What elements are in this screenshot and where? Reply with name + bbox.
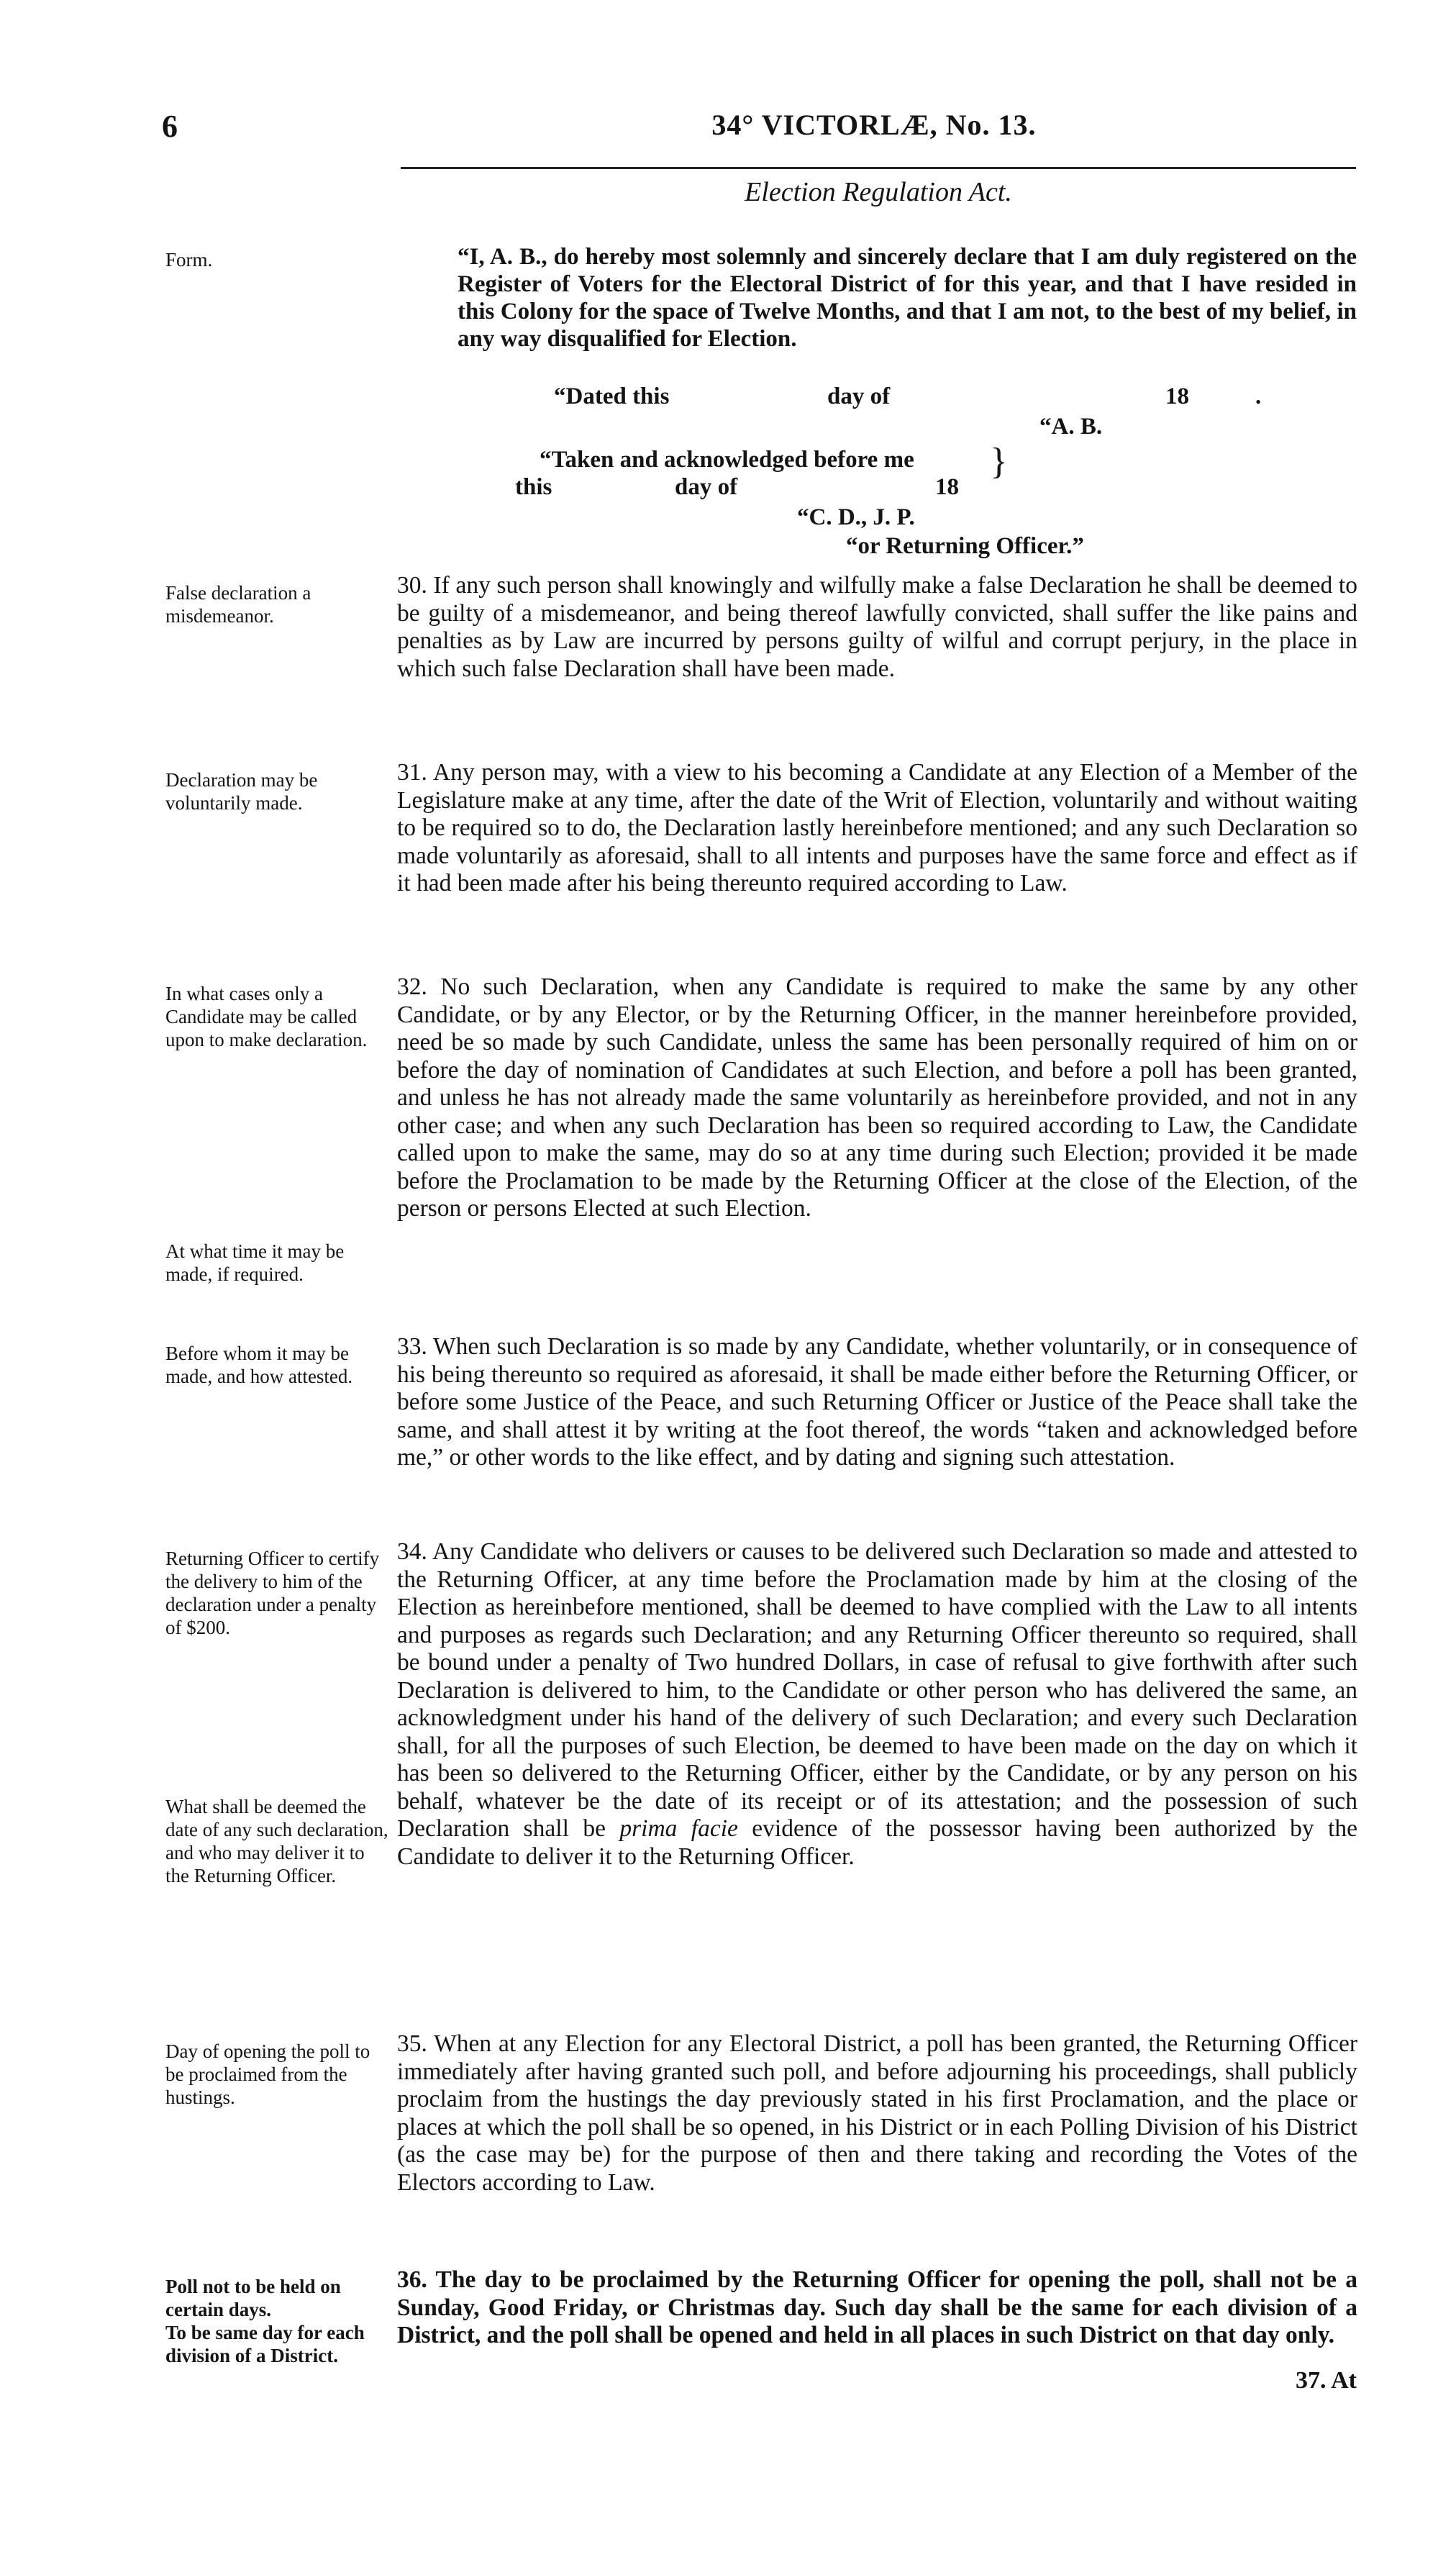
page-number: 6 [162,109,178,144]
section-36: 36. The day to be proclaimed by the Returning Officer for opening the poll, shall not be a Sunday, Good Friday, or Christmas day. Such day shall be the same for each division of a District, and the poll shall be opened and held in all places in such District on that day only. [397,2266,1357,2348]
act-subtitle: Election Regulation Act. [745,177,1012,207]
margin-note-33: Before whom it may be made, and how attested. [165,1343,353,1387]
section-35: 35. When at any Election for any Electoral District, a poll has been granted, the Returning Officer immediately after having granted such poll, and before adjourning his proceedings, shall publicly proclaim from the hustings the day previously stated in his first Proclamation, and the place or places at which the poll shall be so opened, in his District or in each Polling Division of his District (as the case may be) for the purpose of then and there taking and recording the Votes of the Electors according to Law. [397,2030,1357,2196]
header-rule [401,167,1356,169]
section-34 [397,1538,1357,1871]
margin-note-32b: At what time it may be made, if required. [165,1240,345,1285]
section-34-text: 34. Any Candidate who delivers or causes to be delivered such Declaration so made and attested to the Returning Officer, at any time before the Proclamation made by him at the closing of the Election as hereinbefore mentioned, shall be deemed to have complied with the Law to all intents and purposes as regards such Declaration; and any Returning Officer thereunto so required, shall be bound under a penalty of Two hundred Dollars, in case of refusal to give forthwith after such Declaration is delivered to him, to the Candidate or other person who has delivered the same, an acknowledgment under his hand of the delivery of such Declaration; and every such Declaration shall, for all the purposes of such Election, be deemed to have been made on the day on which it has been so delivered to the Returning Officer, either by the Candidate, or by any person on his behalf, whatever be the date of its receipt or of its attestation; and the possession of such Declaration shall be [397,1538,1357,1842]
section-34-text-end: evidence of the possessor having been authorized by the Candidate to deliver it to the Returning Officer. [397,1815,1358,1870]
form-year-1-dot: . [1255,383,1262,409]
form-taken-line: “Taken and acknowledged before me [540,447,914,473]
form-signature-cd: “C. D., J. P. [797,504,915,530]
catchword: 37. At [1296,2367,1357,2394]
section-32: 32. No such Declaration, when any Candidate is required to make the same by any other Candidate, or by any Elector, or by the Returning Officer, in the manner hereinbefore provided, need be so made by such Candidate, unless the same has been personally required of him on or before the day of nomination of Candidates at such Election, and before a poll has been granted, and unless he has not already made the same voluntarily as hereinbefore provided, and not in any other case; and when any such Declaration has been so required according to Law, the Candidate called upon to make the same, may do so at any time during such Election; provided it be made before the Proclamation to be made by the Returning Officer at the close of the Election, of the person or persons Elected at such Election. [397,973,1357,1222]
form-dated-this: “Dated this [554,383,670,409]
form-brace-icon: } [990,441,1008,482]
form-or-returning: “or Returning Officer.” [846,533,1084,559]
section-31: 31. Any person may, with a view to his becoming a Candidate at any Election of a Member of the Legislature make at any time, after the date of the Writ of Election, voluntarily and without waiting to be required so to do, the Declaration lastly hereinbefore mentioned; and any such Declaration so made voluntarily as aforesaid, shall to all intents and purposes have the same force and effect as if it had been made after his being thereunto required according to Law. [397,759,1357,896]
margin-note-34: Returning Officer to certify the delivery to him of the declaration under a penalty of $200. [165,1548,380,1638]
form-signature-ab: “A. B. [1039,414,1103,440]
section-34-italic: prima facie [619,1815,738,1842]
section-30: 30. If any such person shall knowingly and wilfully make a false Declaration he shall be deemed to be guilty of a misdemeanor, and being thereof lawfully convicted, shall suffer the like pains and penalties as by Law are incurred by persons guilty of wilful and corrupt perjury, in the place in which such false Declaration shall have been made. [397,572,1357,682]
margin-note-36: Poll not to be held on certain days. [165,2276,341,2320]
margin-note-form: Form. [165,249,213,271]
form-declaration: “I, A. B., do hereby most solemnly and sincerely declare that I am duly registered on the Register of Voters for the Electoral District of for this year, and that I have resided in this Colony for the space of Twelve Months, and that I am not, to the best of my belief, in any way disqualified for Election. [458,244,1357,352]
margin-note-36b: To be same day for each division of a District. [165,2322,365,2366]
form-day-of: day of [827,383,891,409]
form-year-2: 18 [935,474,959,500]
form-year-1: 18 [1165,383,1189,409]
running-title: 34° VICTORLÆ, No. 13. [711,109,1037,141]
margin-note-32: In what cases only a Candidate may be called upon to make declaration. [165,983,368,1050]
section-33: 33. When such Declaration is so made by any Candidate, whether voluntarily, or in consequence of his being thereunto so required as aforesaid, it shall be made either before the Returning Officer, or before some Justice of the Peace, and such Returning Officer or Justice of the Peace shall take the same, and shall attest it by writing at the foot thereof, the words “taken and acknowledged before me,” or other words to the like effect, and by dating and signing such attestation. [397,1333,1357,1471]
margin-note-35: Day of opening the poll to be proclaimed from the hustings. [165,2040,370,2108]
form-this-label: this [515,474,552,500]
margin-note-34b: What shall be deemed the date of any such declaration, and who may deliver it to the Returning Officer. [165,1796,388,1886]
margin-note-31: Declaration may be voluntarily made. [165,769,318,814]
margin-note-30: False declaration a misdemeanor. [165,582,311,627]
form-day-of-2: day of [675,474,738,500]
